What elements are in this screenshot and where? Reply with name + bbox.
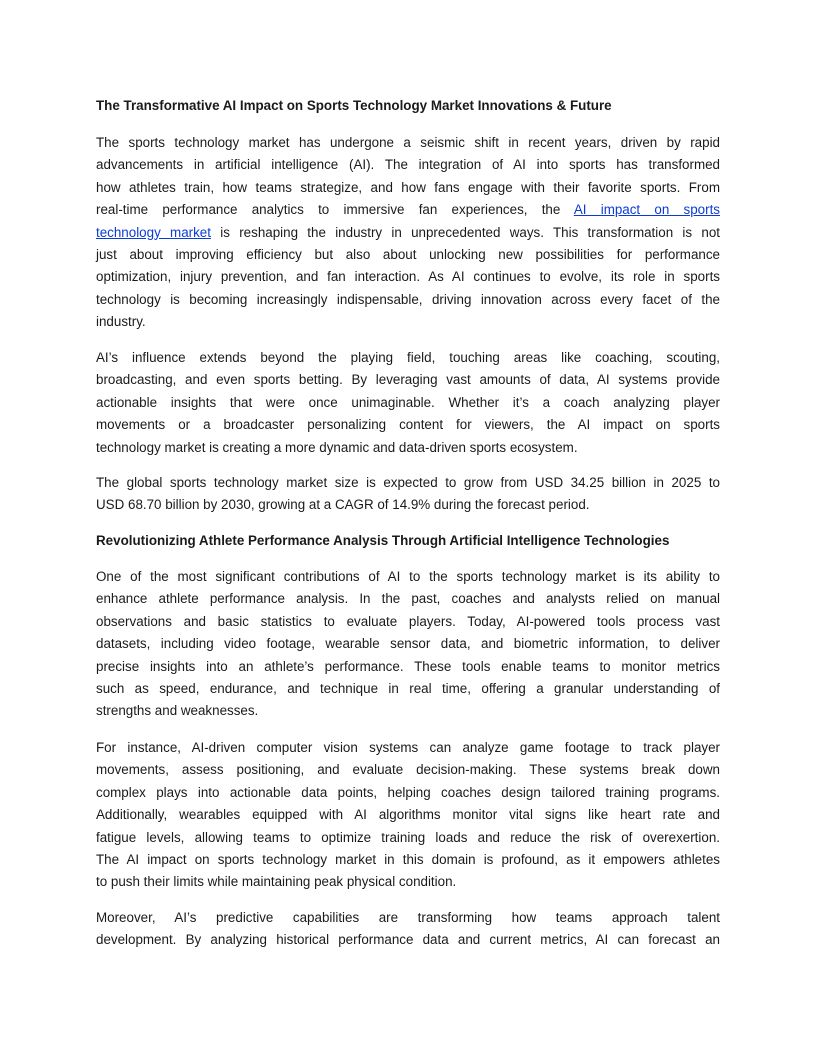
text-line: strengths and weaknesses. [96, 703, 259, 719]
text-line: industry. [96, 314, 146, 330]
text-segment: is reshaping the industry in unprecedented ways. This transformation is not [210, 224, 720, 240]
text-line: The global sports technology market size is expected to grow from USD 34.25 billion in 2025 to [96, 475, 720, 490]
text-line: USD 68.70 billion by 2030, growing at a CAGR of 14.9% during the forecast period. [96, 497, 590, 513]
paragraph [96, 132, 720, 334]
paragraph [96, 472, 720, 517]
text-line: datasets, including video footage, wearable sensor data, and biometric information, to deliver [96, 636, 720, 652]
text-line: broadcasting, and even sports betting. By leveraging vast amounts of data, AI systems provide [96, 372, 720, 388]
text-line: Revolutionizing Athlete Performance Analysis Through Artificial Intelligence Technologies [96, 533, 670, 548]
text-line: The Transformative AI Impact on Sports Technology Market Innovations & Future [96, 98, 612, 113]
text-line: movements, assess positioning, and evaluate decision-making. These systems break down [96, 762, 720, 778]
paragraph [96, 566, 720, 723]
paragraph [96, 907, 720, 952]
text-line: fatigue levels, allowing teams to optimize training loads and reduce the risk of overexertion. [96, 829, 720, 845]
text-line [96, 199, 720, 221]
paragraph [96, 347, 720, 459]
text-line: precise insights into an athlete’s performance. These tools enable teams to monitor metrics [96, 658, 720, 674]
text-line: just about improving efficiency but also about unlocking new possibilities for performance [96, 246, 720, 262]
text-line: enhance athlete performance analysis. In the past, coaches and analysts relied on manual [96, 591, 720, 607]
text-line: development. By analyzing historical performance data and current metrics, AI can forecast an [96, 932, 720, 948]
text-line: complex plays into actionable data points, helping coaches design tailored training programs. [96, 784, 720, 800]
text-line: The sports technology market has undergone a seismic shift in recent years, driven by rapid [96, 135, 720, 150]
text-segment: real-time performance analytics to immersive fan experiences, the [96, 202, 574, 218]
text-line: actionable insights that were once unimaginable. Whether it’s a coach analyzing player [96, 394, 720, 410]
text-line: how athletes train, how teams strategize, and how fans engage with their favorite sports. From [96, 179, 720, 195]
text-line: technology market is creating a more dynamic and data-driven sports ecosystem. [96, 439, 578, 455]
text-line: The AI impact on sports technology market in this domain is profound, as it empowers athletes [96, 851, 720, 867]
text-line: For instance, AI-driven computer vision systems can analyze game footage to track player [96, 740, 720, 755]
ai-impact-link[interactable]: AI impact on sports [573, 202, 720, 218]
text-line: One of the most significant contributions of AI to the sports technology market is its ability to [96, 569, 720, 584]
text-line: such as speed, endurance, and technique in real time, offering a granular understanding of [96, 680, 720, 696]
ai-impact-link[interactable]: technology market [96, 224, 211, 240]
paragraph [96, 737, 720, 894]
text-line: movements or a broadcaster personalizing content for viewers, the AI impact on sports [96, 417, 720, 433]
text-line: to push their limits while maintaining peak physical condition. [96, 874, 457, 890]
section-heading [96, 95, 720, 117]
text-line [96, 222, 720, 244]
text-line: advancements in artificial intelligence (AI). The integration of AI into sports has transformed [96, 157, 720, 173]
text-line: observations and basic statistics to evaluate players. Today, AI-powered tools process vast [96, 613, 720, 629]
text-line: AI’s influence extends beyond the playing field, touching areas like coaching, scouting, [96, 350, 720, 365]
text-line: Moreover, AI’s predictive capabilities are transforming how teams approach talent [96, 910, 720, 925]
text-line: Additionally, wearables equipped with AI algorithms monitor vital signs like heart rate and [96, 807, 720, 823]
text-line: technology is becoming increasingly indispensable, driving innovation across every facet of the [96, 291, 720, 307]
text-line: optimization, injury prevention, and fan interaction. As AI continues to evolve, its role in sports [96, 269, 720, 285]
section-heading [96, 530, 720, 552]
